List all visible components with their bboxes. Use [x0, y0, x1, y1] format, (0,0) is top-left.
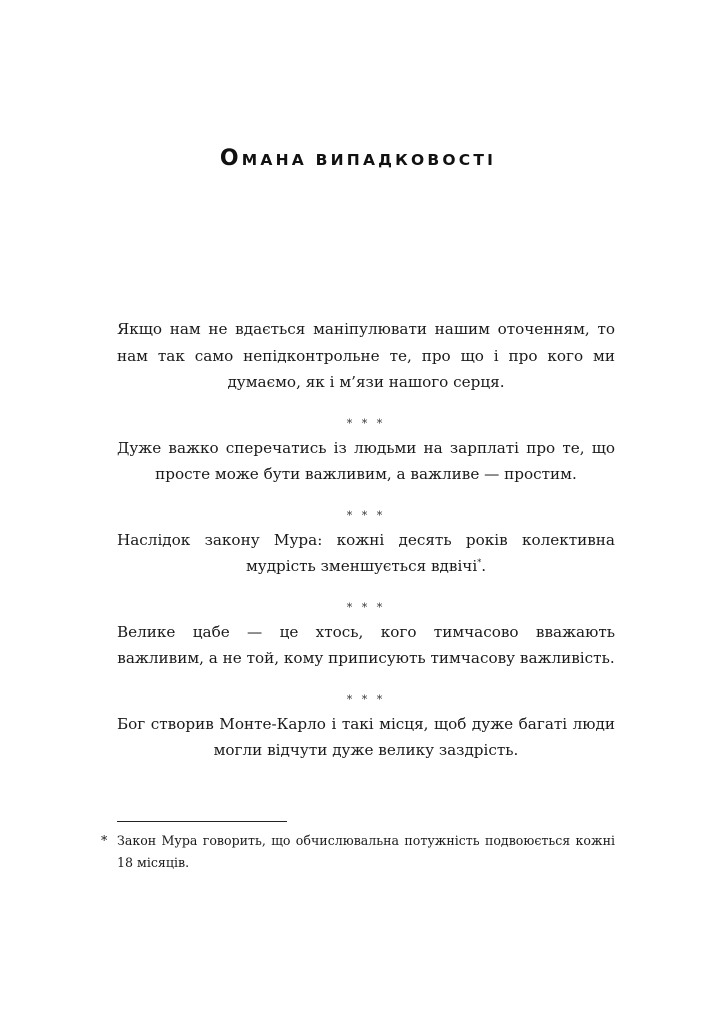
chapter-title: [0, 146, 716, 171]
aphorism: Якщо нам не вдається маніпулювати нашим оточенням, то нам так само непідконтрольне те, про що і про кого ми думаємо, як і м’язи нашого серця.: [117, 320, 615, 391]
footnote-divider: [117, 821, 287, 822]
aphorism: Дуже важко сперечатись із людьми на зарплаті про те, що просте може бути важливим, а важливе — простим.: [117, 438, 615, 483]
aphorism-text: Наслідок закону Мура: кожні десять років колективна мудрість зменшується вдвічі: [117, 530, 615, 575]
chapter-title-initial: О: [219, 146, 242, 171]
footnote-reference: *: [477, 557, 482, 567]
aphorism: Бог створив Монте-Карло і такі місця, щоб дуже багаті люди могли відчути дуже велику заздрість.: [117, 714, 615, 759]
aphorisms-body: [117, 316, 615, 764]
footnote-text: Закон Мура говорить, що обчислювальна потужність подвоюється кожні 18 місяців.: [117, 833, 615, 870]
footnote-mark: *: [101, 833, 108, 848]
aphorism-separator: * * *: [346, 508, 386, 522]
aphorism-tail: .: [481, 557, 487, 575]
aphorism-separator: * * *: [346, 416, 386, 430]
aphorism: Велике цабе — це хтось, кого тимчасово вважають важливим, а не той, кому приписують тимчасову важливість.: [117, 622, 615, 667]
chapter-title-rest: МАНА ВИПАДКОВОСТІ: [241, 151, 497, 169]
aphorism-separator: * * *: [346, 692, 386, 706]
aphorism: [117, 527, 615, 580]
aphorism-separator: * * *: [346, 600, 386, 614]
footnote: [101, 830, 615, 874]
